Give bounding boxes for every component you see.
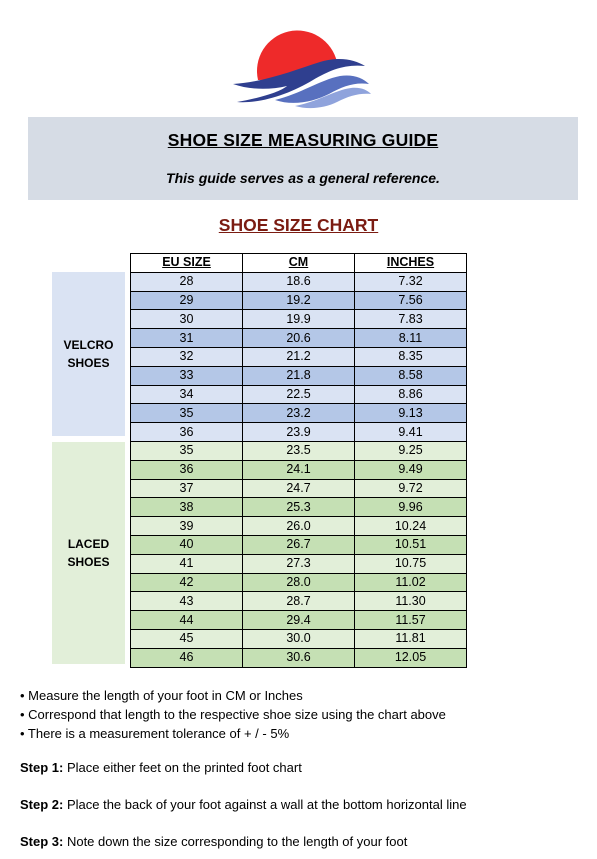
cell-eu-size: 32 xyxy=(131,347,243,366)
header-box xyxy=(28,117,578,200)
cell-eu-size: 45 xyxy=(131,629,243,648)
table-row xyxy=(131,366,467,385)
table-row xyxy=(131,423,467,442)
cell-inches: 7.56 xyxy=(355,291,467,310)
cell-eu-size: 34 xyxy=(131,385,243,404)
cell-eu-size: 29 xyxy=(131,291,243,310)
cell-inches: 10.51 xyxy=(355,535,467,554)
cell-eu-size: 43 xyxy=(131,592,243,611)
sun-waves-logo-icon xyxy=(225,22,375,112)
cell-cm: 24.7 xyxy=(243,479,355,498)
cell-inches: 9.13 xyxy=(355,404,467,423)
cell-eu-size: 36 xyxy=(131,423,243,442)
cell-inches: 7.32 xyxy=(355,272,467,291)
column-header-cm: CM xyxy=(243,254,355,273)
table-row xyxy=(131,479,467,498)
table-row xyxy=(131,648,467,667)
table-row xyxy=(131,535,467,554)
group-label-laced xyxy=(52,442,125,664)
cell-cm: 21.2 xyxy=(243,347,355,366)
cell-cm: 18.6 xyxy=(243,272,355,291)
step-label: Step 1: xyxy=(20,760,64,775)
table-row xyxy=(131,573,467,592)
step-text: Place either feet on the printed foot chart xyxy=(63,760,302,775)
cell-inches: 11.02 xyxy=(355,573,467,592)
cell-cm: 30.0 xyxy=(243,629,355,648)
step-label: Step 2: xyxy=(20,797,64,812)
table-row xyxy=(131,329,467,348)
group-label-velcro xyxy=(52,272,125,436)
cell-cm: 30.6 xyxy=(243,648,355,667)
cell-cm: 28.0 xyxy=(243,573,355,592)
cell-eu-size: 39 xyxy=(131,517,243,536)
cell-inches: 9.72 xyxy=(355,479,467,498)
table-row xyxy=(131,272,467,291)
cell-cm: 24.1 xyxy=(243,460,355,479)
cell-eu-size: 46 xyxy=(131,648,243,667)
group-label-line: VELCRO xyxy=(63,338,114,352)
cell-inches: 8.58 xyxy=(355,366,467,385)
table-row xyxy=(131,460,467,479)
cell-inches: 9.49 xyxy=(355,460,467,479)
step-label: Step 3: xyxy=(20,834,64,849)
cell-eu-size: 37 xyxy=(131,479,243,498)
table-row xyxy=(131,347,467,366)
group-label-line: LACED xyxy=(67,537,110,551)
table-row xyxy=(131,385,467,404)
cell-inches: 8.35 xyxy=(355,347,467,366)
cell-cm: 19.9 xyxy=(243,310,355,329)
instruction-bullets xyxy=(20,686,446,743)
table-row xyxy=(131,611,467,630)
cell-cm: 26.0 xyxy=(243,517,355,536)
cell-eu-size: 41 xyxy=(131,554,243,573)
column-header-inches: INCHES xyxy=(355,254,467,273)
cell-cm: 29.4 xyxy=(243,611,355,630)
group-label-line: SHOES xyxy=(67,356,110,370)
cell-inches: 10.75 xyxy=(355,554,467,573)
cell-cm: 23.2 xyxy=(243,404,355,423)
table-row xyxy=(131,441,467,460)
cell-cm: 26.7 xyxy=(243,535,355,554)
step-1 xyxy=(20,760,302,775)
table-row xyxy=(131,629,467,648)
table-row xyxy=(131,291,467,310)
cell-cm: 21.8 xyxy=(243,366,355,385)
page-title: SHOE SIZE MEASURING GUIDE xyxy=(167,130,439,150)
bullet-item: • Measure the length of your foot in CM or Inches xyxy=(20,688,303,703)
cell-eu-size: 42 xyxy=(131,573,243,592)
cell-eu-size: 36 xyxy=(131,460,243,479)
cell-inches: 12.05 xyxy=(355,648,467,667)
cell-inches: 7.83 xyxy=(355,310,467,329)
cell-inches: 8.86 xyxy=(355,385,467,404)
cell-inches: 11.81 xyxy=(355,629,467,648)
cell-inches: 11.30 xyxy=(355,592,467,611)
cell-eu-size: 44 xyxy=(131,611,243,630)
table-row xyxy=(131,498,467,517)
step-3 xyxy=(20,834,407,849)
table-row xyxy=(131,592,467,611)
cell-inches: 10.24 xyxy=(355,517,467,536)
cell-cm: 27.3 xyxy=(243,554,355,573)
cell-eu-size: 31 xyxy=(131,329,243,348)
cell-eu-size: 35 xyxy=(131,441,243,460)
cell-cm: 25.3 xyxy=(243,498,355,517)
page-subtitle: This guide serves as a general reference. xyxy=(166,170,440,186)
step-text: Place the back of your foot against a wall at the bottom horizontal line xyxy=(63,797,467,812)
table-row xyxy=(131,554,467,573)
cell-inches: 9.25 xyxy=(355,441,467,460)
cell-inches: 9.96 xyxy=(355,498,467,517)
table-row xyxy=(131,404,467,423)
column-header-eu-size: EU SIZE xyxy=(131,254,243,273)
cell-inches: 8.11 xyxy=(355,329,467,348)
cell-eu-size: 30 xyxy=(131,310,243,329)
cell-eu-size: 35 xyxy=(131,404,243,423)
cell-eu-size: 28 xyxy=(131,272,243,291)
table-body xyxy=(131,272,467,667)
cell-eu-size: 40 xyxy=(131,535,243,554)
cell-inches: 11.57 xyxy=(355,611,467,630)
cell-cm: 28.7 xyxy=(243,592,355,611)
step-2 xyxy=(20,797,467,812)
table-row xyxy=(131,310,467,329)
cell-inches: 9.41 xyxy=(355,423,467,442)
size-table xyxy=(130,253,467,668)
cell-cm: 20.6 xyxy=(243,329,355,348)
cell-cm: 22.5 xyxy=(243,385,355,404)
cell-cm: 23.5 xyxy=(243,441,355,460)
cell-cm: 23.9 xyxy=(243,423,355,442)
group-label-line: SHOES xyxy=(67,555,110,569)
table-header-row xyxy=(131,254,467,273)
bullet-item: • Correspond that length to the respective shoe size using the chart above xyxy=(20,707,446,722)
chart-title: SHOE SIZE CHART xyxy=(218,215,379,235)
step-text: Note down the size corresponding to the length of your foot xyxy=(63,834,408,849)
cell-eu-size: 38 xyxy=(131,498,243,517)
cell-eu-size: 33 xyxy=(131,366,243,385)
table-row xyxy=(131,517,467,536)
cell-cm: 19.2 xyxy=(243,291,355,310)
bullet-item: • There is a measurement tolerance of + / - 5% xyxy=(20,726,290,741)
